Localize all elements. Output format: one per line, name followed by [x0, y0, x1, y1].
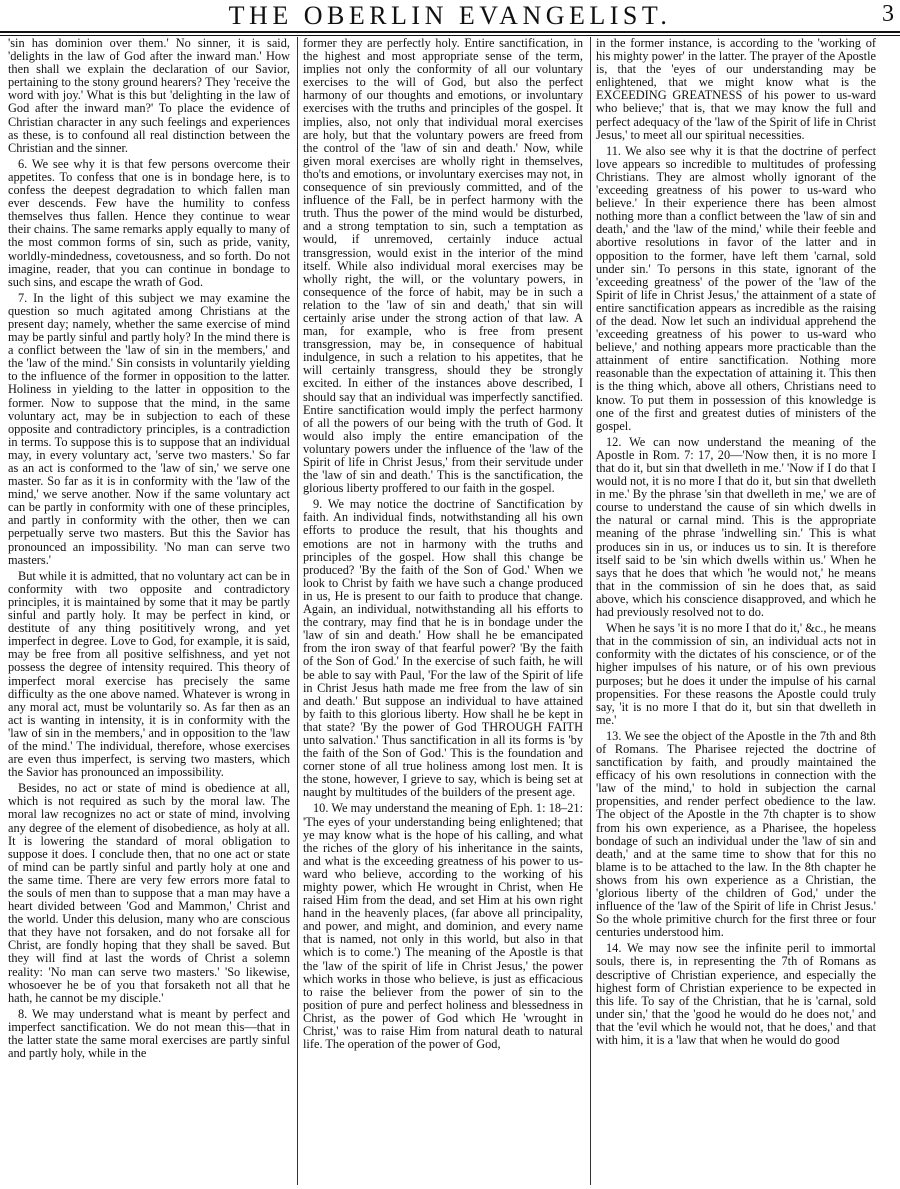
paragraph: in the former instance, is according to the 'working of his mighty power' in the latter. The prayer of the Apostle is, that the 'eyes of our understanding may be enlightened, that we might know what is the EXCEEDING GREATNESS of his power to us-ward who believe;' that is, that we may know the full and perfect adequacy of the 'law of the Spirit of life in Christ Jesus,' to meet all our spiritual necessities.: [596, 37, 876, 142]
column-3: [590, 37, 880, 1185]
paragraph: 10. We may understand the meaning of Eph. 1: 18–21: 'The eyes of your understanding being enlightened; that ye may know what is the hope of his calling, and what the riches of the glory of his inheritance in the saints, and what is the exceeding greatness of his power to us-ward who believe, according to the working of his mighty power, which He wrought in Christ, when He raised Him from the dead, and set Him at his own right hand in the heavenly places, (far above all principality, and power, and might, and dominion, and every name that is named, not only in this world, but also in that which is to come.') The meaning of the Apostle is that the 'law of the spirit of life in Christ Jesus,' the power which works in those who believe, is just as efficacious to raise the believer from the power of sin to the position of pure and perfect holiness and blessedness in Christ, as the power of God which He 'wrought in Christ,' was to raise Him from natural death to natural life. The operation of the power of God,: [303, 801, 583, 1052]
newspaper-title: THE OBERLIN EVANGELIST.: [228, 1, 672, 30]
masthead-rule: [0, 31, 900, 33]
page-number: 3: [882, 1, 894, 27]
paragraph: 'sin has dominion over them.' No sinner, it is said, 'delights in the law of God after the inward man.' How then shall we explain the declaration of our Savior, pertaining to the stony ground hearers? They 'receive the word with joy.' What is this but 'delighting in the law of God after the inward man?' To place the evidence of Christian character in any such feelings and experiences as these, is to confound all real distinction between the Christian and the sinner.: [8, 37, 290, 155]
paragraph: 7. In the light of this subject we may examine the question so much agitated among Christians at the present day; namely, whether the same exercise of mind may be partly sinful and partly holy? In the mind there is a conflict between the 'law of sin in the members,' and the 'law of the mind.' Sin consists in voluntarily yielding to the influence of the former in opposition to the latter. Holiness in yielding to the latter in opposition to the former. Now to suppose that the mind, in the same voluntary act, may be in subjection to each of these opposite and contradictory principles, is a contradiction in terms. To suppose this is to suppose that an individual may, in every voluntary act, 'serve two masters.' So far as an act is conformed to the 'law of sin,' we serve one master. So far as it is in conformity with the 'law of the mind,' we serve another. Now if the same voluntary act can be partly in conformity with one of these principles, and partly in conformity with the other, then we can perpetually serve two masters. But this the Savior has pronounced an impossibility. 'No man can serve two masters.': [8, 290, 290, 567]
paragraph: When he says 'it is no more I that do it,' &c., he means that in the commission of sin, an individual acts not in conformity with the dictates of his conscience, or of the higher impulses of his nature, or of his own previous purposes; but he does it under the impulse of his carnal propensities. For these reasons the Apostle could truly say, 'it is no more I that do it, but sin that dwelleth in me.': [596, 621, 876, 727]
paragraph: 6. We see why it is that few persons overcome their appetites. To confess that one is in bondage here, is to confess the deepest degradation to which fallen man ever descends. Few have the humility to confess themselves thus fallen. Hence they continue to wear their chains. The same remarks apply equally to many of the most common forms of sin, such as pride, vanity, worldly-mindedness, covetousness, and so forth. Do not imagine, reader, that you can continue in bondage to such sins, and escape the wrath of God.: [8, 156, 290, 289]
paragraph: 9. We may notice the doctrine of Sanctification by faith. An individual finds, notwithstanding all his own efforts to produce the result, that his thoughts and emotions are not in harmony with the truths and principles of the gospel. How shall this change be produced? 'By the faith of the Son of God.' When we look to Christ by faith we have such a change produced in us, He is present to our faith to produce that change. Again, an individual, notwithstanding all his efforts to the contrary, may find that he is in bondage under the 'law of sin and death.' How shall he be emancipated from the iron sway of that fearful power? 'By the faith of the Son of God.' In the exercise of such faith, he will be able to say with Paul, 'For the law of the Spirit of life in Christ Jesus hath made me free from the law of sin and death.' But suppose an individual to have attained by faith to this glorious liberty. How shall he be kept in that state? 'By the power of God THROUGH FAITH unto salvation.' Thus sanctification in all its forms is 'by the faith of the Son of God.' This is the foundation and corner stone of all true holiness among lost men. It is the stone, however, I grieve to say, which is being set at naught by multitudes of the builders of the present age.: [303, 497, 583, 800]
paragraph: 8. We may understand what is meant by perfect and imperfect sanctification. We do not mean this—that in the latter state the same moral exercises are partly sinful and partly holy, while in the: [8, 1006, 290, 1061]
paragraph: 12. We can now understand the meaning of the Apostle in Rom. 7: 17, 20—'Now then, it is no more I that do it, but sin that dwelleth in me.' 'Now if I do that I would not, it is no more I that do it, but sin that dwelleth in me.' By the phrase 'sin that dwelleth in me,' we are of course to understand the cause of sin which dwells in the natural or carnal mind. This is the appropriate meaning of the phrase 'indwelling sin.' This is what produces sin in us, or induces us to sin. It is therefore itself said to be 'sin which dwells within us.' When he says that he does that which 'he would not,' he means that in the commission of sin he does that, as said above, which his conscience disapproved, and which he had previously resolved not to do.: [596, 434, 876, 620]
column-2: [297, 37, 587, 1185]
paragraph: 11. We also see why it is that the doctrine of perfect love appears so incredible to multitudes of professing Christians. They are almost wholly ignorant of the 'exceeding greatness of his power to us-ward who believe.' In their experience there has been almost nothing more than a conflict between the 'law of sin and death,' and the 'law of the mind,' while their feeble and abortive resolutions in favor of the latter and in opposition to the former, have left them 'carnal, sold under sin.' To persons in this state, ignorant of the 'exceeding greatness' of the power of the 'law of the Spirit of life in Christ Jesus,' the attainment of a state of entire sanctification appears as incredible as the raising of the dead. Now let such an individual apprehend the 'exceeding greatness of his power to us-ward who believe,' and nothing appears more practicable than the attainment of entire sanctification. Nothing more reasonable than the expectation of attaining it. This then is the thing which, above all others, Christians need to know. To put them in possession of this knowledge is one of the first and greatest duties of ministers of the gospel.: [596, 143, 876, 433]
paragraph: 13. We see the object of the Apostle in the 7th and 8th of Romans. The Pharisee rejected the doctrine of sanctification by faith, and proudly maintained the efficacy of his own resolutions in connection with the 'law of the mind,' to hold in subjection the carnal propensities, and render perfect obedience to the law. The object of the Apostle in the 7th chapter is to show from his own experience, as a Pharisee, the hopeless bondage of such an individual under the 'law of sin and death,' and at the same time to show that for this no blame is to be attached to the law. In the 8th chapter he shows from his own experience as a Christian, the 'glorious liberty of the children of God,' under the influence of the 'law of the Spirit of life in Christ Jesus.' So the whole primitive church for the first three or four centuries understood him.: [596, 728, 876, 940]
paragraph: former they are perfectly holy. Entire sanctification, in the highest and most appropriate sense of the term, implies not only the conformity of all our voluntary exercises to the will of God, but also the perfect harmony of our thoughts and emotions, or involuntary exercises with the truths and principles of the gospel. It implies, also, not only that individual moral exercises are holy, but that the voluntary powers are freed from the control of the 'law of sin and death.' Now, while given moral exercises are wholly right in themselves, tho'ts and emotions, or involuntary exercises may not, in consequence of sin previously committed, and of the influence of the Fall, be in perfect harmony with the truth. Thus the power of the mind would be disturbed, and a strong temptation to sin, such a temptation as would, if unremoved, certainly induce actual transgression, would exist in the interior of the mind itself. While also individual moral exercises may be wholly right, the will, or the voluntary powers, in consequence of the force of habit, may be in such a relation to the 'law of sin and death,' that sin will certainly arise under the strong action of that law. A man, for example, who is free from present transgression, may be, in consequence of habitual indulgence, in such a relation to his appetites, that he will certainly transgress, should they be strongly excited. In either of the instances above described, I should say that an individual was imperfectly sanctified. Entire sanctification would imply the perfect harmony of all the powers of our being with the truth of God. It would also imply the entire emancipation of the voluntary powers under the influence of the 'law of the Spirit of life in Christ Jesus,' from their servitude under the 'law of sin and death.' This is the sanctification, the glorious liberty proffered to our faith in the gospel.: [303, 37, 583, 496]
masthead-rule-thin: [0, 35, 900, 36]
column-1: [4, 37, 294, 1185]
article-columns: [4, 37, 896, 1185]
paragraph: Besides, no act or state of mind is obedience at all, which is not required as such by the moral law. The moral law recognizes no act or state of mind, involving any degree of the element of disobedience, as holy at all. It is lowering the standard of moral obligation to suppose it does. I conclude then, that no one act or state of mind can be partly sinful and partly holy at one and the same time. There are very few errors more fatal to the souls of men than to suppose that a man may have a heart divided between 'God and Mammon,' Christ and the world. Under this delusion, many who are conscious that they have not forsaken, and do not forsake all for Christ, are fondly hoping that they shall be saved. But they will find at last the words of Christ a solemn reality: 'No man can serve two masters.' 'So likewise, whosoever he be of you that forsaketh not all that he hath, he cannot be my disciple.': [8, 781, 290, 1005]
paragraph: But while it is admitted, that no voluntary act can be in conformity with two opposite and contradictory principles, it is maintained by some that it may be partly sinful and partly holy. It may be perfect in kind, or destitute of any thing posititively wrong, and yet imperfect in degree. Love to God, for example, it is said, may be free from all positive selfishness, and yet not possess the degree of intensity required. This theory of imperfect moral exercise has precisely the same difficulty as the one above named. Whatever is wrong in any moral act, must be voluntarily so. As far then as an act is wanting in intensity, it is in conformity with the 'law of sin in the members,' and in opposition to the 'law of the mind.' The individual, therefore, whose exercises are even thus imperfect, is serving two masters, which the Savior has pronounced an impossibility.: [8, 568, 290, 780]
masthead: [0, 0, 900, 34]
paragraph: 14. We may now see the infinite peril to immortal souls, there is, in representing the 7th of Romans as descriptive of Christian experience, and especially the highest form of Christian experience to be expected in this life. To say of the Christian, that he is 'carnal, sold under sin,' that the 'good he would do he does not,' and that the 'evil which he would not, that he does,' and that with him, it is a 'law that when he would do good: [596, 941, 876, 1048]
